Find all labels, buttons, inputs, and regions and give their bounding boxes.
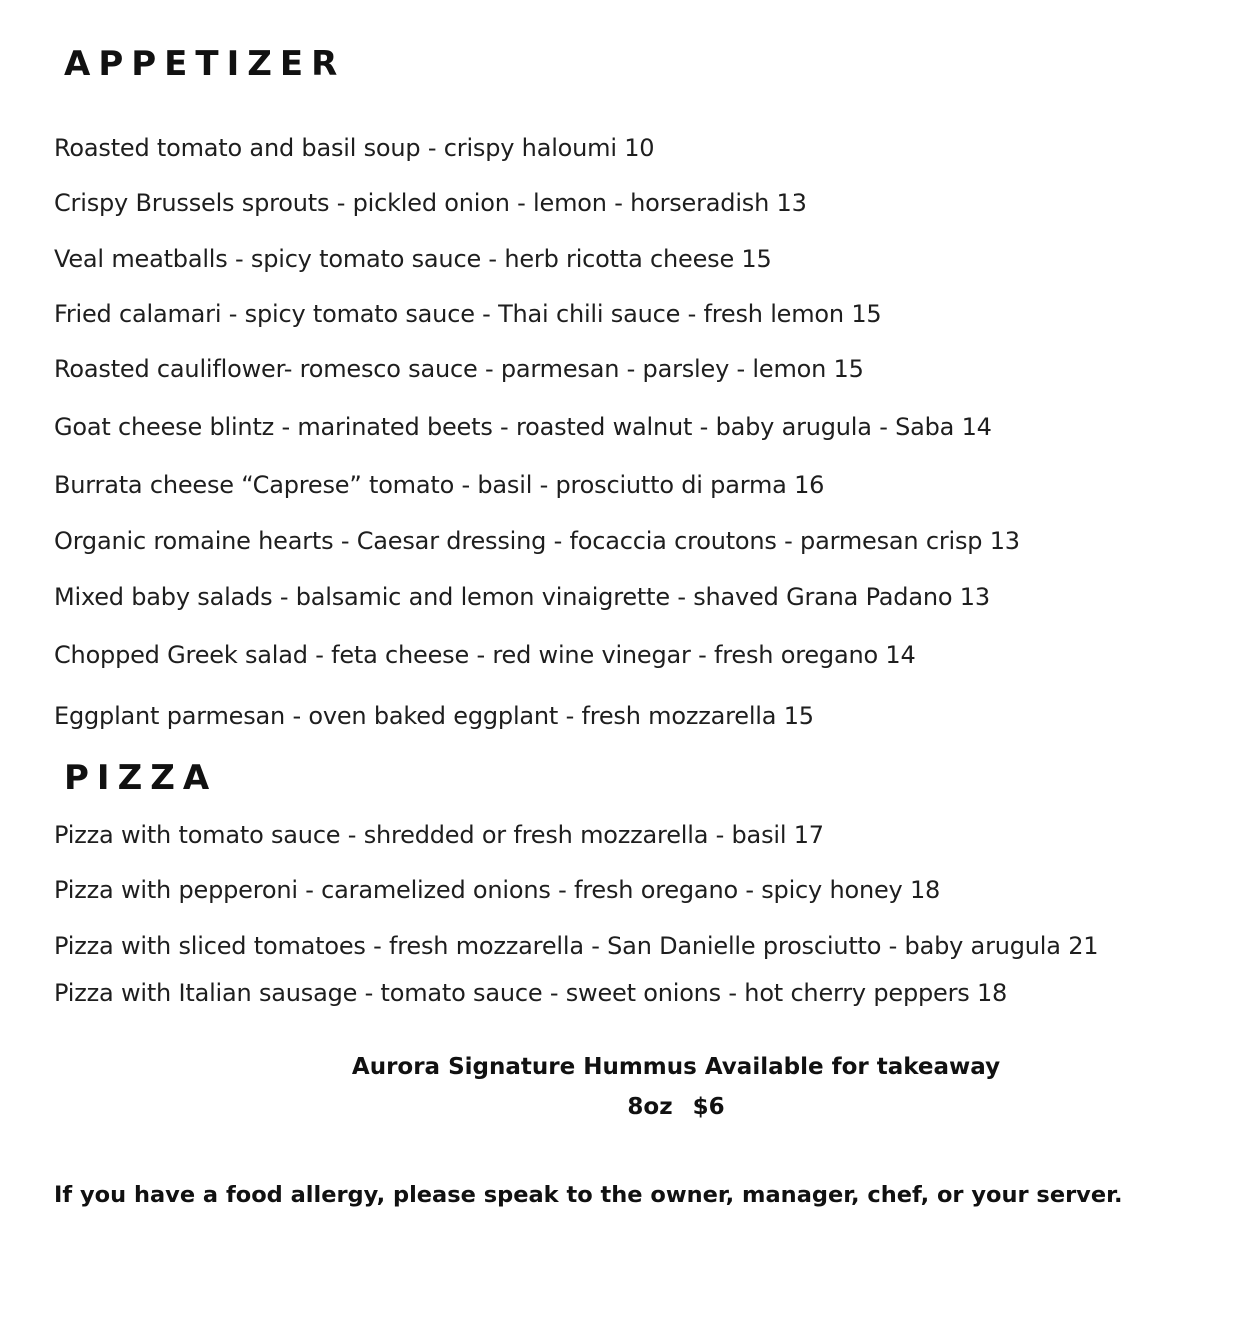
appetizer-item: Goat cheese blintz - marinated beets - roasted walnut - baby arugula - Saba 14 xyxy=(54,413,992,441)
appetizer-item: Fried calamari - spicy tomato sauce - Thai chili sauce - fresh lemon 15 xyxy=(54,300,882,328)
pizza-item: Pizza with sliced tomatoes - fresh mozzarella - San Danielle prosciutto - baby arugula 21 xyxy=(54,932,1099,960)
appetizer-item: Crispy Brussels sprouts - pickled onion - lemon - horseradish 13 xyxy=(54,189,807,217)
appetizer-heading: APPETIZER xyxy=(64,44,346,84)
allergy-notice: If you have a food allergy, please speak to the owner, manager, chef, or your server. xyxy=(54,1182,1123,1208)
appetizer-item: Burrata cheese “Caprese” tomato - basil - prosciutto di parma 16 xyxy=(54,471,825,499)
hummus-size: 8oz xyxy=(627,1094,673,1120)
hummus-title: Aurora Signature Hummus Available for takeaway xyxy=(351,1054,1001,1080)
appetizer-item: Roasted tomato and basil soup - crispy haloumi 10 xyxy=(54,134,655,162)
appetizer-item: Roasted cauliflower- romesco sauce - parmesan - parsley - lemon 15 xyxy=(54,355,864,383)
hummus-price: $6 xyxy=(692,1094,725,1120)
appetizer-item: Veal meatballs - spicy tomato sauce - herb ricotta cheese 15 xyxy=(54,245,772,273)
pizza-item: Pizza with tomato sauce - shredded or fresh mozzarella - basil 17 xyxy=(54,821,824,849)
appetizer-item: Chopped Greek salad - feta cheese - red wine vinegar - fresh oregano 14 xyxy=(54,641,916,669)
pizza-item: Pizza with Italian sausage - tomato sauce - sweet onions - hot cherry peppers 18 xyxy=(54,979,1008,1007)
appetizer-item: Eggplant parmesan - oven baked eggplant - fresh mozzarella 15 xyxy=(54,702,814,730)
appetizer-item: Organic romaine hearts - Caesar dressing - focaccia croutons - parmesan crisp 13 xyxy=(54,527,1020,555)
pizza-item: Pizza with pepperoni - caramelized onions - fresh oregano - spicy honey 18 xyxy=(54,876,941,904)
appetizer-item: Mixed baby salads - balsamic and lemon vinaigrette - shaved Grana Padano 13 xyxy=(54,583,990,611)
pizza-heading: PIZZA xyxy=(64,758,218,798)
hummus-size-price xyxy=(0,1092,1241,1122)
